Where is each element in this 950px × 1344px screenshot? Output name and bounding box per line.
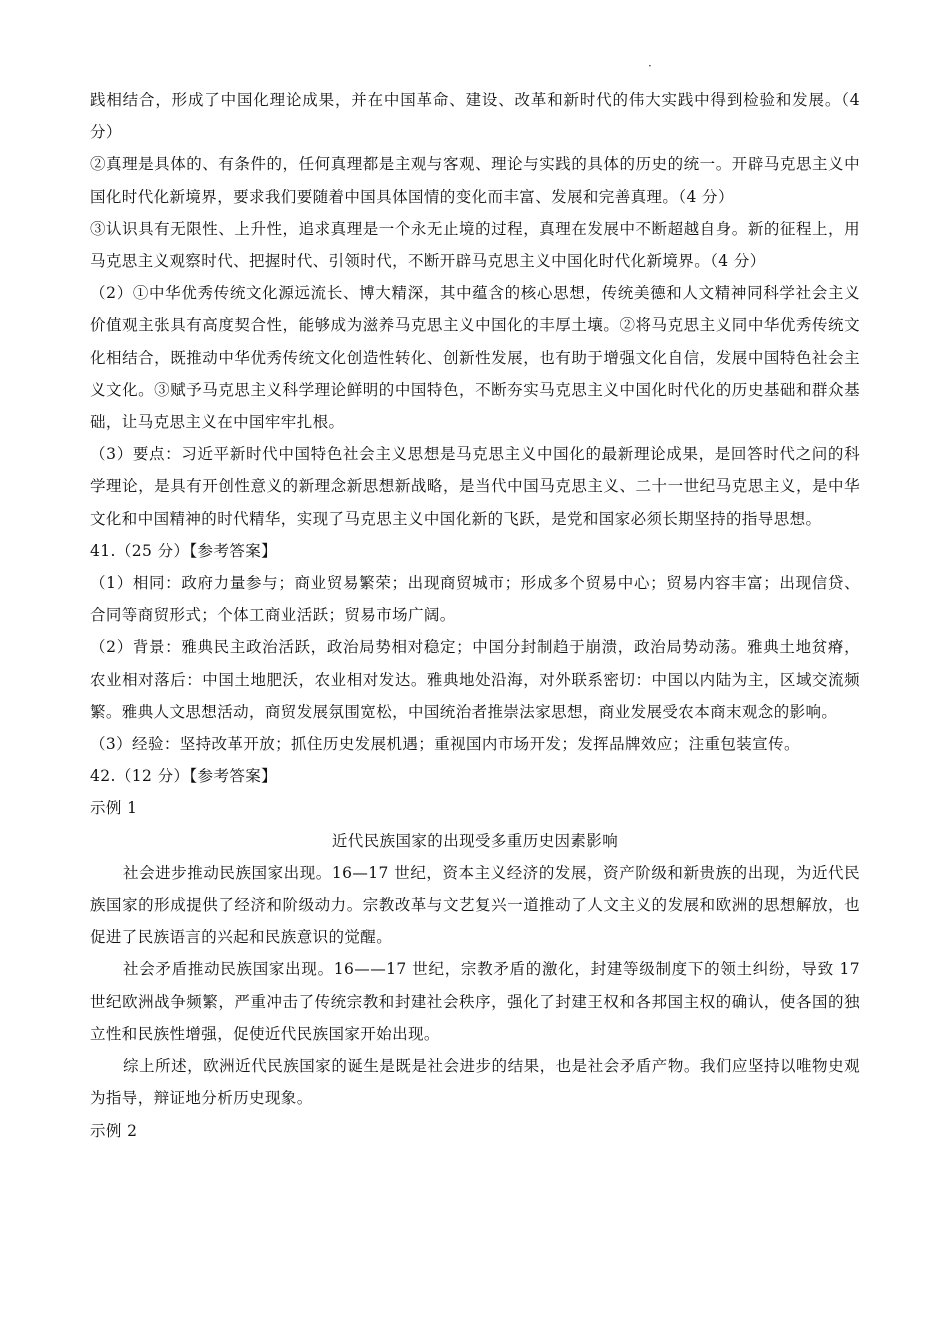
document-body xyxy=(90,84,860,1147)
paragraph-answer-2: （2）①中华优秀传统文化源远流长、博大精深，其中蕴含的核心思想，传统美德和人文精神同科学社会主义价值观主张具有高度契合性，能够成为滋养马克思主义中国化的丰厚土壤。②将马克思主义同中华优秀传统文化相结合，既推动中华优秀传统文化创造性转化、创新性发展，也有助于增强文化自信，发展中国特色社会主义文化。③赋予马克思主义科学理论鲜明的中国特色，不断夯实马克思主义中国化时代化的历史基础和群众基础，让马克思主义在中国牢牢扎根。 xyxy=(90,284,860,432)
paragraph-answer-3: （3）要点：习近平新时代中国特色社会主义思想是马克思主义中国化的最新理论成果，是回答时代之问的科学理论，是具有开创性意义的新理念新思想新战略，是当代中国马克思主义、二十一世纪马克思主义，是中华文化和中国精神的时代精华，实现了马克思主义中国化新的飞跃，是党和国家必须长期坚持的指导思想。 xyxy=(90,445,860,528)
question-42-heading: 42.（12 分）【参考答案】 xyxy=(90,767,278,786)
paragraph-cognition-infinite: ③认识具有无限性、上升性，追求真理是一个永无止境的过程，真理在发展中不断超越自身。新的征程上，用马克思主义观察时代、把握时代、引领时代，不断开辟马克思主义中国化时代化新境界。（4 分） xyxy=(90,219,860,271)
q41-answer-1: （1）相同：政府力量参与；商业贸易繁荣；出现商贸城市；形成多个贸易中心；贸易内容丰富；出现信贷、合同等商贸形式；个体工商业活跃；贸易市场广阔。 xyxy=(90,574,860,625)
example-2-label: 示例 2 xyxy=(90,1121,138,1140)
example-1-label: 示例 1 xyxy=(90,799,138,818)
essay-title: 近代民族国家的出现受多重历史因素影响 xyxy=(331,831,619,850)
question-41-heading: 41.（25 分）【参考答案】 xyxy=(90,541,278,560)
essay-paragraph-1: 社会进步推动民族国家出现。16—17 世纪，资本主义经济的发展，资产阶级和新贵族的出现，为近代民族国家的形成提供了经济和阶级动力。宗教改革与文艺复兴一道推动了人文主义的发展和欧洲的思想解放，也促进了民族语言的兴起和民族意识的觉醒。 xyxy=(90,863,860,947)
paragraph-practice-combination: 践相结合，形成了中国化理论成果，并在中国革命、建设、改革和新时代的伟大实践中得到检验和发展。（4 分） xyxy=(90,91,860,142)
q41-answer-2: （2）背景：雅典民主政治活跃，政治局势相对稳定；中国分封制趋于崩溃，政治局势动荡。雅典土地贫瘠，农业相对落后：中国土地肥沃，农业相对发达。雅典地处沿海，对外联系密切：中国以内陆为主，区域交流频繁。雅典人文思想活动，商贸发展氛围宽松，中国统治者推崇法家思想，商业发展受农本商末观念的影响。 xyxy=(90,638,860,721)
header-mark: · xyxy=(648,59,652,73)
essay-paragraph-2: 社会矛盾推动民族国家出现。16——17 世纪，宗教矛盾的激化，封建等级制度下的领土纠纷，导致 17 世纪欧洲战争频繁，严重冲击了传统宗教和封建社会秩序，强化了封建王权和各邦国主权的确认，使各国的独立性和民族性增强，促使近代民族国家开始出现。 xyxy=(90,960,860,1043)
essay-paragraph-3: 综上所述，欧洲近代民族国家的诞生是既是社会进步的结果，也是社会矛盾产物。我们应坚持以唯物史观为指导，辩证地分析历史现象。 xyxy=(90,1057,860,1108)
q41-answer-3: （3）经验：坚持改革开放；抓住历史发展机遇；重视国内市场开发；发挥品牌效应；注重包装宣传。 xyxy=(90,735,800,754)
paragraph-truth-concrete: ②真理是具体的、有条件的，任何真理都是主观与客观、理论与实践的具体的历史的统一。开辟马克思主义中国化时代化新境界，要求我们要随着中国具体国情的变化而丰富、发展和完善真理。（4 分） xyxy=(90,155,860,206)
